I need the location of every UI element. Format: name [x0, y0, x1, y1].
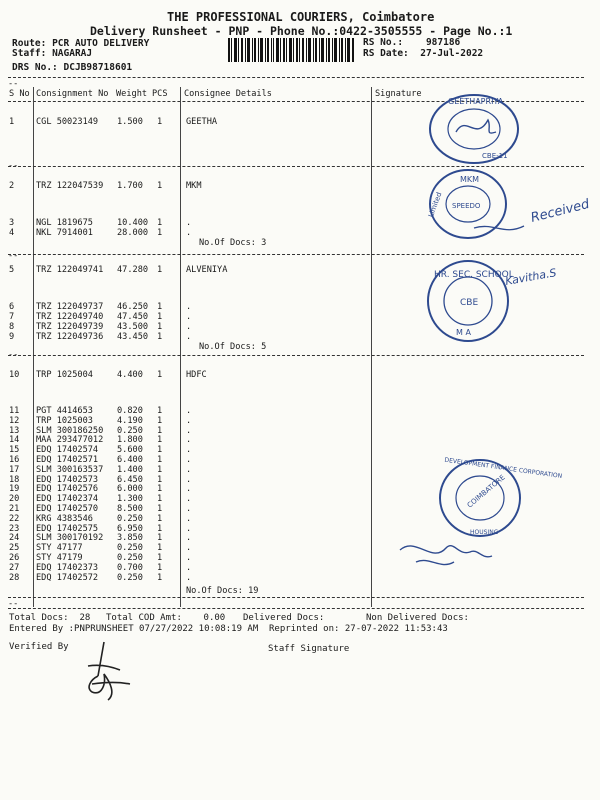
row-sno: 13	[9, 425, 20, 436]
consignee: .	[186, 228, 192, 238]
weight: 0.700	[117, 562, 143, 573]
consignee: .	[186, 553, 192, 563]
weight: 0.250	[117, 572, 143, 583]
pcs: 1	[157, 464, 163, 475]
verified-by: Verified By	[9, 642, 69, 652]
weight: 6.950	[117, 523, 143, 534]
pcs: 1	[157, 265, 163, 275]
consignment-no: EDQ 17402576	[36, 484, 99, 495]
weight: 4.190	[117, 415, 143, 426]
weight: 8.500	[117, 504, 143, 514]
rs-no-line	[363, 37, 460, 48]
table-row: 9	[9, 332, 15, 342]
consignee: .	[186, 302, 192, 312]
consignment-no: EDQ 17402570	[36, 504, 99, 514]
rs-date-label: RS Date:	[363, 48, 409, 59]
pcs: 1	[157, 117, 163, 127]
pcs: 1	[157, 543, 163, 554]
weight: 46.250	[117, 302, 149, 312]
staff-value: NAGARAJ	[52, 48, 93, 59]
rs-date-value: 27-Jul-2022	[420, 48, 484, 59]
consignment-no: TRZ 122049740	[36, 312, 104, 322]
consignment-no: EDQ 17402574	[36, 445, 99, 456]
pcs: 1	[157, 415, 163, 426]
total-cod: Total COD Amt: 0.00	[106, 613, 226, 623]
consignee: .	[186, 312, 192, 322]
route-value: PCR AUTO DELIVERY	[52, 38, 150, 49]
table-row: 3	[9, 218, 15, 228]
row-sno: 26	[9, 553, 20, 563]
column-rule	[180, 87, 181, 607]
staff-line	[12, 48, 92, 59]
consignee: .	[186, 562, 192, 573]
consignment-no: STY 47179	[36, 553, 83, 563]
consignee: .	[186, 332, 192, 342]
row-sno: 16	[9, 455, 20, 465]
col-header-signature: Signature	[375, 89, 422, 99]
row-sno: 27	[9, 562, 20, 573]
table-row: 2	[9, 181, 15, 191]
weight: 0.250	[117, 553, 143, 563]
col-header-pcs: PCS	[152, 89, 168, 99]
weight: 6.000	[117, 484, 143, 495]
col-header-weight: Weight	[116, 89, 148, 99]
column-rule	[33, 87, 34, 607]
consignment-no: TRZ 122049736	[36, 332, 104, 342]
consignee: .	[186, 494, 192, 505]
docs-count: No.Of Docs: 19	[186, 586, 259, 596]
consignee: .	[186, 543, 192, 554]
consignment-no: TRP 1025004	[36, 370, 93, 380]
row-sno: 21	[9, 504, 20, 514]
barcode	[228, 38, 354, 62]
reprinted-on: Reprinted on: 27-07-2022 11:53:43	[269, 624, 448, 634]
consignee: GEETHA	[186, 117, 218, 127]
consignee: .	[186, 406, 192, 416]
consignment-no: PGT 4414653	[36, 406, 93, 416]
pcs: 1	[157, 228, 163, 238]
weight: 43.500	[117, 322, 149, 332]
stamp-text: HR. SEC. SCHOOL	[434, 270, 514, 280]
consignment-no: STY 47177	[36, 543, 83, 554]
consignee: .	[186, 425, 192, 436]
row-sno: 20	[9, 494, 20, 505]
row-sno: 14	[9, 435, 20, 446]
weight: 28.000	[117, 228, 149, 238]
weight: 10.400	[117, 218, 149, 228]
consignment-no: EDQ 17402575	[36, 523, 99, 534]
weight: 0.250	[117, 513, 143, 524]
divider	[8, 355, 584, 356]
weight: 1.800	[117, 435, 143, 446]
weight: 47.280	[117, 265, 149, 275]
stamp-text: MKM	[460, 175, 480, 184]
drs-line	[12, 62, 132, 73]
pcs: 1	[157, 406, 163, 416]
company-name: THE PROFESSIONAL COURIERS, Coimbatore	[167, 10, 435, 24]
consignment-no: EDQ 17402373	[36, 562, 99, 573]
docs-count: No.Of Docs: 3	[199, 238, 267, 248]
col-header-sno: S No	[9, 89, 30, 99]
consignee: .	[186, 322, 192, 332]
weight: 1.700	[117, 181, 143, 191]
stamp-text: CBE-11	[482, 152, 508, 160]
row-sno: 15	[9, 445, 20, 456]
weight: 0.250	[117, 543, 143, 554]
pcs: 1	[157, 455, 163, 465]
stamp-text: HOUSING	[470, 529, 499, 536]
pcs: 1	[157, 312, 163, 322]
stamp-text: SPEEDO	[452, 202, 481, 210]
weight: 0.820	[117, 406, 143, 416]
pcs: 1	[157, 572, 163, 583]
geetha-stamp	[426, 92, 522, 166]
consignee: .	[186, 572, 192, 583]
consignee: .	[186, 445, 192, 456]
rs-no-value: 987186	[425, 37, 461, 48]
pcs: 1	[157, 218, 163, 228]
pcs: 1	[157, 332, 163, 342]
consignee: .	[186, 484, 192, 495]
pcs: 1	[157, 181, 163, 191]
hdfc-stamp	[396, 452, 563, 592]
consignment-no: SLM 300170192	[36, 533, 104, 544]
col-header-consignment: Consignment No	[36, 89, 109, 99]
pcs: 1	[157, 445, 163, 456]
pcs: 1	[157, 562, 163, 573]
weight: 1.400	[117, 464, 143, 475]
table-row: 1	[9, 117, 15, 127]
divider	[8, 597, 584, 598]
weight: 6.400	[117, 455, 143, 465]
consignment-no: CGL 50023149	[36, 117, 99, 127]
consignee: .	[186, 415, 192, 426]
consignment-no: SLM 300186250	[36, 425, 104, 436]
consignee: MKM	[186, 181, 202, 191]
consignee: HDFC	[186, 370, 207, 380]
pcs: 1	[157, 533, 163, 544]
route-label: Route:	[12, 38, 47, 49]
col-header-consignee: Consignee Details	[184, 89, 272, 99]
pcs: 1	[157, 484, 163, 495]
row-sno: 12	[9, 415, 20, 426]
consignment-no: SLM 300163537	[36, 464, 104, 475]
table-row: 7	[9, 312, 15, 322]
table-row: 6	[9, 302, 15, 312]
stamp-text: COIMBATORE	[465, 473, 507, 510]
consignment-no: TRZ 122049739	[36, 322, 104, 332]
table-row: 4	[9, 228, 15, 238]
consignment-no: EDQ 17402573	[36, 474, 99, 485]
row-sno: 11	[9, 406, 20, 416]
column-rule	[371, 87, 372, 607]
non-delivered-docs: Non Delivered Docs:	[366, 613, 469, 623]
docs-count: No.Of Docs: 5	[199, 342, 267, 352]
weight: 4.400	[117, 370, 143, 380]
weight: 5.600	[117, 445, 143, 456]
stamp-text: M A	[456, 328, 471, 337]
stamp-text: DEVELOPMENT FINANCE CORPORATION	[444, 456, 563, 481]
consignment-no: TRZ 122049737	[36, 302, 104, 312]
total-docs: Total Docs: 28	[9, 613, 91, 623]
consignment-no: MAA 293477012	[36, 435, 104, 446]
consignee: .	[186, 464, 192, 475]
staff-signature: Staff Signature	[268, 644, 350, 654]
rs-no-label: RS No.:	[363, 37, 404, 48]
consignment-no: NGL 1819675	[36, 218, 93, 228]
received-note: Received	[529, 196, 591, 226]
rs-date-line	[363, 48, 483, 59]
stamp-text: CBE	[460, 298, 479, 308]
entered-by: Entered By :PNPRUNSHEET 07/27/2022 10:08:19 AM	[9, 624, 259, 634]
delivered-docs: Delivered Docs:	[243, 613, 325, 623]
consignment-no: EDQ 17402571	[36, 455, 99, 465]
stamp-text: GEETHAPRIYA	[448, 97, 504, 106]
weight: 1.500	[117, 117, 143, 127]
drs-value: DCJB98718601	[63, 62, 133, 73]
pcs: 1	[157, 523, 163, 534]
consignment-no: TRZ 122047539	[36, 181, 104, 191]
weight: 1.300	[117, 494, 143, 505]
consignee: .	[186, 533, 192, 544]
pcs: 1	[157, 302, 163, 312]
runsheet-title: Delivery Runsheet - PNP - Phone No.:0422-3505555 - Page No.:1	[90, 24, 513, 38]
pcs: 1	[157, 425, 163, 436]
row-sno: 17	[9, 464, 20, 475]
mkm-stamp	[424, 166, 592, 246]
consignee: ALVENIYA	[186, 265, 228, 275]
consignee: .	[186, 435, 192, 446]
school-signature: Kavitha.S	[504, 266, 558, 288]
row-sno: 22	[9, 513, 20, 524]
pcs: 1	[157, 322, 163, 332]
verified-signature	[80, 636, 140, 706]
pcs: 1	[157, 553, 163, 563]
consignee: .	[186, 523, 192, 534]
weight: 47.450	[117, 312, 149, 322]
pcs: 1	[157, 504, 163, 514]
consignee: .	[186, 474, 192, 485]
consignee: .	[186, 455, 192, 465]
consignee: .	[186, 504, 192, 514]
consignment-no: EDQ 17402572	[36, 572, 99, 583]
row-sno: 25	[9, 543, 20, 554]
pcs: 1	[157, 494, 163, 505]
table-row: 10	[9, 370, 20, 380]
stamp-text: Limited	[426, 191, 444, 219]
school-stamp	[420, 255, 588, 347]
weight: 3.850	[117, 533, 143, 544]
row-sno: 18	[9, 474, 20, 485]
weight: 43.450	[117, 332, 149, 342]
pcs: 1	[157, 474, 163, 485]
staff-label: Staff:	[12, 48, 47, 59]
divider	[8, 608, 584, 609]
consignment-no: NKL 7914001	[36, 228, 93, 238]
weight: 6.450	[117, 474, 143, 485]
row-sno: 23	[9, 523, 20, 534]
pcs: 1	[157, 513, 163, 524]
row-sno: 19	[9, 484, 20, 495]
consignee: .	[186, 513, 192, 524]
consignment-no: EDQ 17402374	[36, 494, 99, 505]
pcs: 1	[157, 435, 163, 446]
pcs: 1	[157, 370, 163, 380]
divider	[8, 77, 584, 78]
table-row: 5	[9, 265, 15, 275]
drs-label: DRS No.:	[12, 62, 58, 73]
consignment-no: KRG 4383546	[36, 513, 93, 524]
consignment-no: TRP 1025003	[36, 415, 93, 426]
row-sno: 24	[9, 533, 20, 544]
weight: 0.250	[117, 425, 143, 436]
consignment-no: TRZ 122049741	[36, 265, 104, 275]
consignee: .	[186, 218, 192, 228]
row-sno: 28	[9, 572, 20, 583]
table-row: 8	[9, 322, 15, 332]
